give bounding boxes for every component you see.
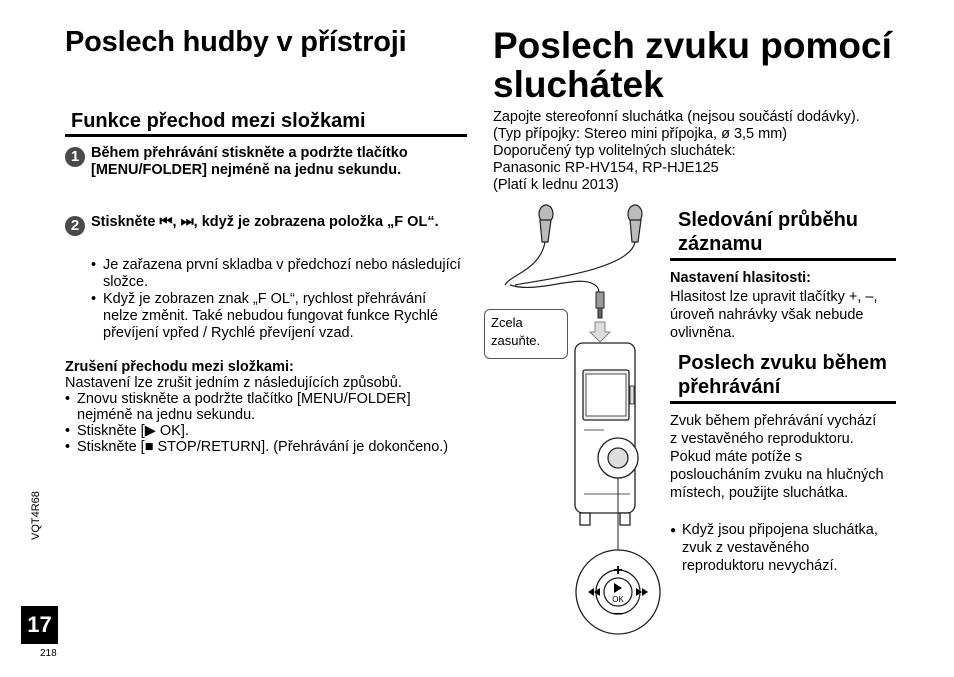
step-2-badge: 2 <box>65 216 85 236</box>
step-2-text: Stiskněte ⏮, ⏭, když je zobrazena položka „F OL“. <box>91 214 439 230</box>
intro-line: (Platí k lednu 2013) <box>493 177 619 193</box>
dial-plus-label: + <box>613 562 623 579</box>
intro-line: Doporučený typ volitelných sluchátek: <box>493 143 736 159</box>
page-number-small: 218 <box>40 648 57 659</box>
insert-arrow-icon <box>590 322 610 342</box>
insert-fully-callout: Zcela zasuňte. <box>484 309 568 359</box>
recorder-body <box>575 343 638 525</box>
left-earbud-icon <box>539 205 553 242</box>
dial-ok-label: OK <box>612 595 624 604</box>
cancel-intro: Nastavení lze zrušit jedním z následujících způsobů. <box>65 375 402 391</box>
volume-text: Hlasitost lze upravit tlačítky +, –, úroveň nahrávky však nebude ovlivněna. <box>670 289 878 341</box>
folder-skip-section-title: Funkce přechod mezi složkami <box>71 110 366 132</box>
section-rule <box>670 258 896 261</box>
step-2-notes <box>91 257 461 342</box>
playback-text: Zvuk během přehrávání vychází z vestavěného reproduktoru. Pokud máte potíže s posloucháním zvuku na hlučných místech, použijte sluchátka. <box>670 413 884 501</box>
list-item: • Když je zobrazen znak „F OL“, rychlost přehrávání nelze změnit. Také nebudou fungovat funkce Rychlé převíjení vpřed / Rychlé převíjení vzad. <box>91 291 461 342</box>
document-code: VQT4R68 <box>30 491 42 540</box>
right-earbud-icon <box>628 205 642 242</box>
recorder-headphones-illustration <box>480 200 670 640</box>
plug-icon <box>596 292 604 318</box>
monitor-section-title: Sledování průběhu záznamu <box>678 209 859 255</box>
step-1-text: Během přehrávání stiskněte a podržte tlačítko [MENU/FOLDER] nejméně na jednu sekundu. <box>91 145 408 178</box>
list-item: • Je zařazena první skladba v předchozí nebo následující složce. <box>91 257 461 291</box>
cancel-methods <box>65 391 460 455</box>
section-rule <box>65 134 467 137</box>
intro-line: (Typ přípojky: Stereo mini přípojka, ø 3,5 mm) <box>493 126 788 142</box>
cancel-title: Zrušení přechodu mezi složkami: <box>65 359 294 375</box>
intro-line: Panasonic RP-HV154, RP-HJE125 <box>493 160 719 176</box>
playback-section-title: Poslech zvuku během přehrávání <box>678 352 887 398</box>
volume-title: Nastavení hlasitosti: <box>670 270 812 286</box>
dial-minus-label: – <box>613 605 623 622</box>
page-number: 17 <box>21 606 58 644</box>
right-title: Poslech zvuku pomocí sluchátek <box>493 25 892 105</box>
step-1-badge: 1 <box>65 147 85 167</box>
section-rule <box>670 401 896 404</box>
list-item: • Stiskněte [■ STOP/RETURN]. (Přehrávání je dokončeno.) <box>65 439 460 455</box>
list-item: • Znovu stiskněte a podržte tlačítko [MENU/FOLDER] nejméně na jednu sekundu. <box>65 391 460 423</box>
list-item: • Stiskněte [▶ OK]. <box>65 423 460 439</box>
intro-line: Zapojte stereofonní sluchátka (nejsou součástí dodávky). <box>493 109 860 125</box>
playback-notes <box>670 521 880 575</box>
headphones-intro <box>493 109 913 194</box>
left-title: Poslech hudby v přístroji <box>65 26 407 58</box>
list-item: ● Když jsou připojena sluchátka, zvuk z vestavěného reproduktoru nevychází. <box>670 521 880 575</box>
